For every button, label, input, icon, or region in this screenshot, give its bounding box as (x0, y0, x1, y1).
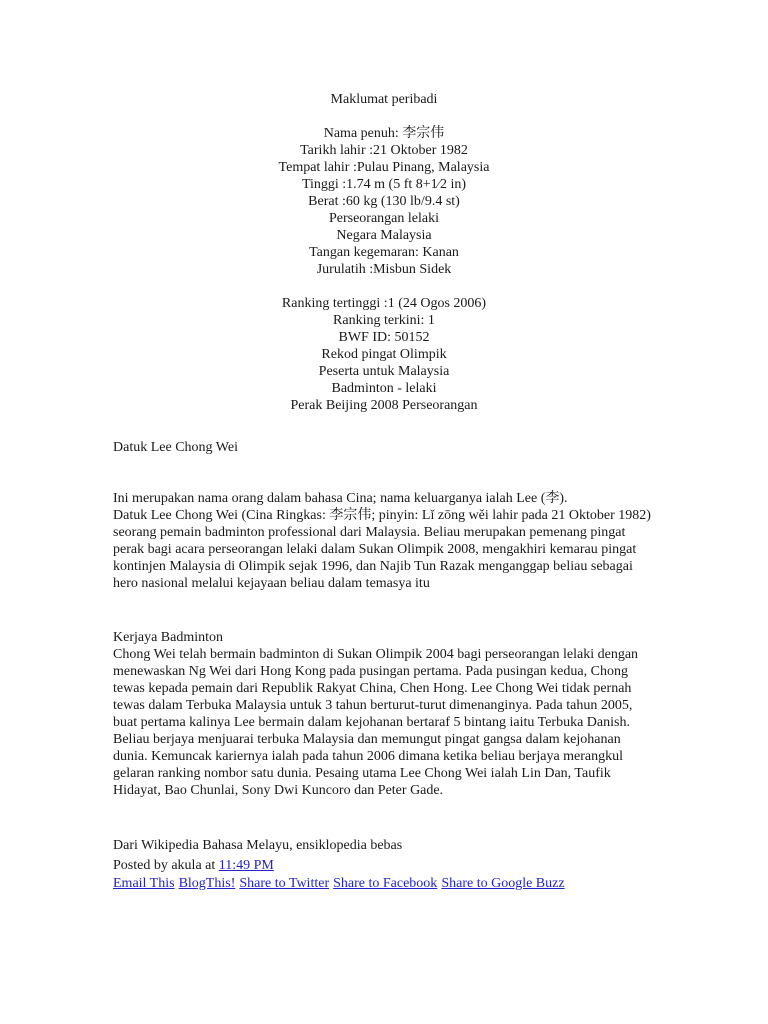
info-title: Maklumat peribadi (330, 92, 438, 107)
intro-section (113, 490, 658, 592)
info-bwf-id: BWF ID: 50152 (338, 330, 430, 345)
info-current-ranking: Ranking terkini: 1 (333, 313, 435, 328)
info-coach: Jurulatih :Misbun Sidek (316, 262, 452, 277)
info-olympic-record: Rekod pingat Olimpik (321, 347, 447, 362)
info-event: Perseorangan lelaki (328, 211, 439, 226)
info-height: Tinggi :1.74 m (5 ft 8+1⁄2 in) (301, 177, 467, 192)
info-full-name: Nama penuh: 李宗伟 (323, 126, 445, 141)
info-participant: Peserta untuk Malaysia (318, 364, 450, 379)
blogthis-link[interactable]: BlogThis! (178, 876, 236, 891)
post-footer (113, 857, 658, 874)
share-google-buzz-link[interactable]: Share to Google Buzz (441, 876, 565, 891)
info-handedness: Tangan kegemaran: Kanan (309, 245, 459, 260)
player-name-heading: Datuk Lee Chong Wei (113, 440, 238, 455)
email-this-link[interactable]: Email This (113, 876, 175, 891)
info-birth-place: Tempat lahir :Pulau Pinang, Malaysia (278, 160, 490, 175)
career-paragraph: Chong Wei telah bermain badminton di Sukan Olimpik 2004 bagi perseorangan lelaki dengan menewaskan Ng Wei dari Hong Kong pada pusingan pertama. Pada pusingan kedua, Chong tewas kepada pemain dari Republik Rakyat China, Chen Hong. Lee Chong Wei tidak pernah tewas dalam Terbuka Malaysia untuk 3 tahun berturut-turut dimenanginya. Pada tahun 2005, buat pertama kalinya Lee bermain dalam kejohanan bertaraf 5 bintang iaitu Terbuka Danish. Beliau berjaya menjuarai terbuka Malaysia dan memungut pingat gangsa dalam kejohanan dunia. Kemuncak kariernya ialah pada tahun 2006 dimana ketika beliau berjaya merangkul gelaran ranking nombor satu dunia. Pesaing utama Lee Chong Wei ialah Lin Dan, Taufik Hidayat, Bao Chunlai, Sony Dwi Kuncoro dan Peter Gade. (113, 647, 639, 798)
info-birth-date: Tarikh lahir :21 Oktober 1982 (300, 143, 468, 158)
info-medal: Perak Beijing 2008 Perseorangan (290, 398, 478, 413)
personal-info-block (0, 91, 768, 414)
info-weight: Berat :60 kg (130 lb/9.4 st) (308, 194, 460, 209)
info-sport: Badminton - lelaki (331, 381, 437, 396)
name-note: Ini merupakan nama orang dalam bahasa Cina; nama keluarganya ialah Lee (李). (113, 491, 568, 506)
info-highest-ranking: Ranking tertinggi :1 (24 Ogos 2006) (281, 296, 487, 311)
post-time-link[interactable]: 11:49 PM (218, 858, 274, 873)
career-section (113, 629, 658, 799)
career-heading: Kerjaya Badminton (113, 630, 224, 645)
share-facebook-link[interactable]: Share to Facebook (333, 876, 438, 891)
intro-paragraph: Datuk Lee Chong Wei (Cina Ringkas: 李宗伟; pinyin: Lǐ zōng wěi lahir pada 21 Oktober 1982) seorang pemain badminton professional dari Malaysia. Beliau merupakan pemenang pingat perak bagi acara perseorangan lelaki dalam Sukan Olimpik 2008, mengakhiri kemarau pingat kontinjen Malaysia di Olimpik sejak 1996, dan Najib Tun Razak menganggap beliau sebagai hero nasional melalui kejayaan beliau dalam temasya itu (113, 508, 651, 591)
source-note: Dari Wikipedia Bahasa Melayu, ensiklopedia bebas (113, 838, 403, 853)
posted-by-text: Posted by akula at (113, 858, 219, 873)
share-links (113, 875, 658, 892)
share-twitter-link[interactable]: Share to Twitter (239, 876, 330, 891)
info-country: Negara Malaysia (336, 228, 432, 243)
